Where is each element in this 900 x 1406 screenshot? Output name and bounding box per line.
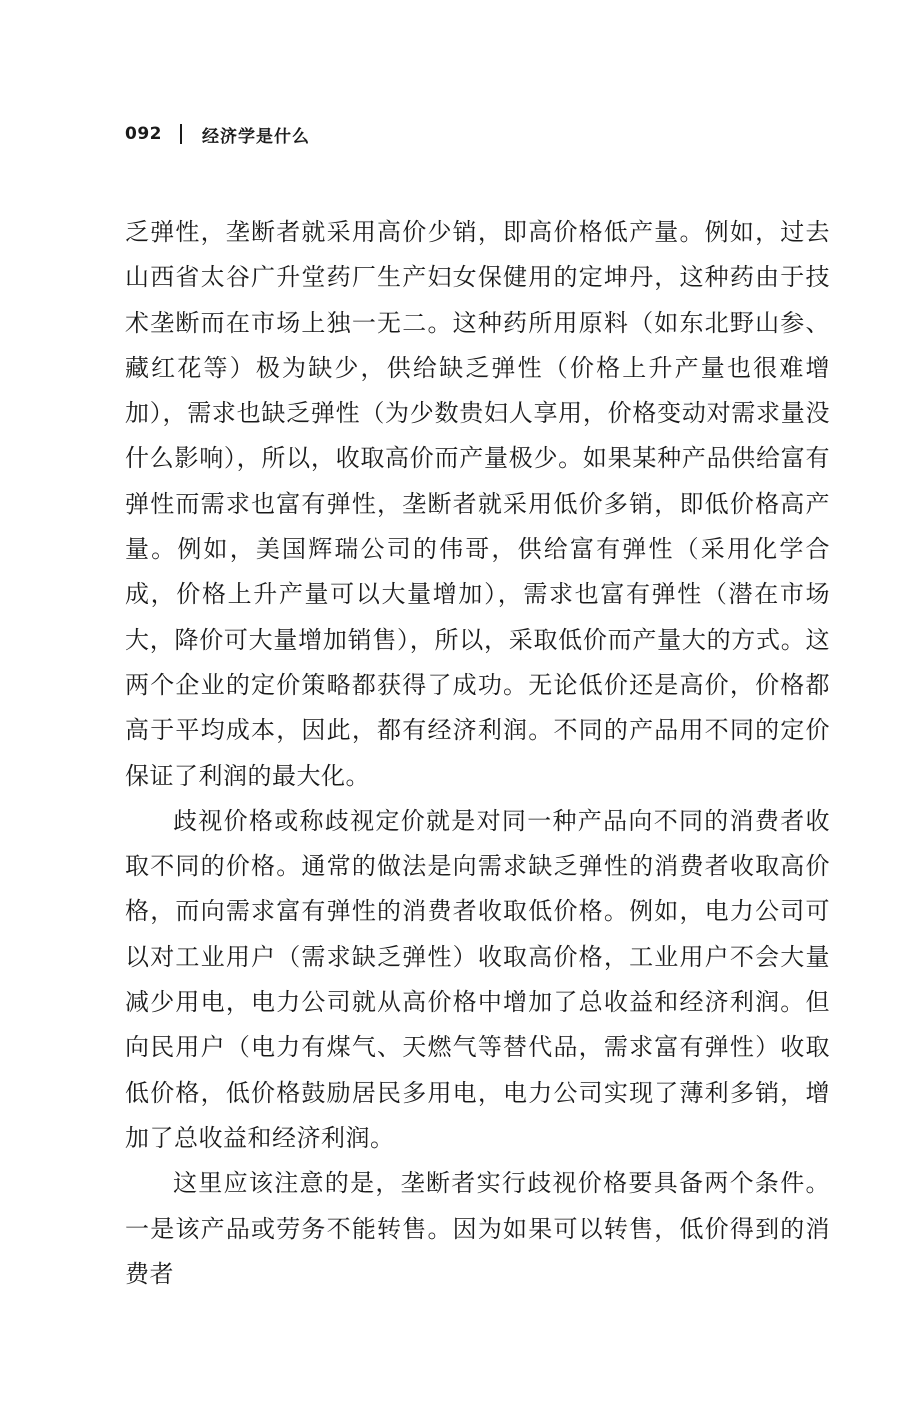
book-title: 经济学是什么	[202, 126, 310, 147]
paragraph-continued: 乏弹性，垄断者就采用高价少销，即高价格低产量。例如，过去山西省太谷广升堂药厂生产妇女保健用的定坤丹，这种药由于技术垄断而在市场上独一无二。这种药所用原料（如东北野山参、藏红花等）极为缺少，供给缺乏弹性（价格上升产量也很难增加），需求也缺乏弹性（为少数贵妇人享用，价格变动对需求量没什么影响），所以，收取高价而产量极少。如果某种产品供给富有弹性而需求也富有弹性，垄断者就采用低价多销，即低价格高产量。例如，美国辉瑞公司的伟哥，供给富有弹性（采用化学合成，价格上升产量可以大量增加），需求也富有弹性（潜在市场大，降价可大量增加销售），所以，采取低价而产量大的方式。这两个企业的定价策略都获得了成功。无论低价还是高价，价格都高于平均成本，因此，都有经济利润。不同的产品用不同的定价保证了利润的最大化。	[125, 218, 830, 790]
running-head	[125, 118, 310, 150]
body-text	[125, 210, 830, 1297]
page-number: 092	[125, 124, 162, 144]
paragraph-conditions: 这里应该注意的是，垄断者实行歧视价格要具备两个条件。一是该产品或劳务不能转售。因为如果可以转售，低价得到的消费者	[125, 1169, 830, 1288]
paragraph-price-discrimination: 歧视价格或称歧视定价就是对同一种产品向不同的消费者收取不同的价格。通常的做法是向需求缺乏弹性的消费者收取高价格，而向需求富有弹性的消费者收取低价格。例如，电力公司可以对工业用户（需求缺乏弹性）收取高价格，工业用户不会大量减少用电，电力公司就从高价格中增加了总收益和经济利润。但向民用户（电力有煤气、天燃气等替代品，需求富有弹性）收取低价格，低价格鼓励居民多用电，电力公司实现了薄利多销，增加了总收益和经济利润。	[125, 806, 830, 1152]
header-divider	[180, 124, 182, 144]
